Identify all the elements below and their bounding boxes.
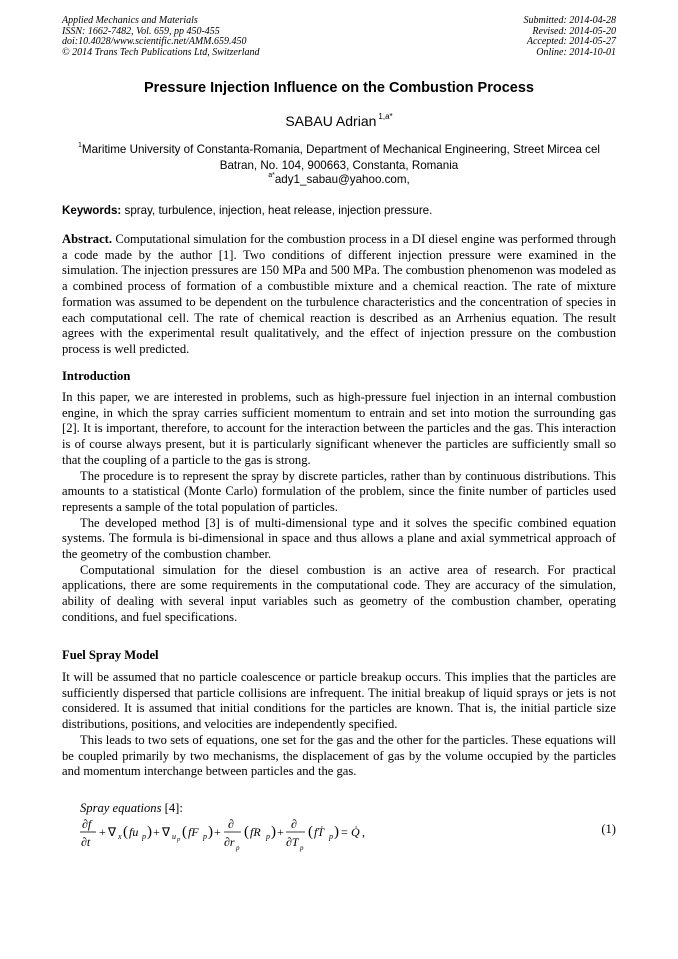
email-sup: a* (268, 172, 275, 179)
eq-num-2: ∂ (228, 817, 234, 831)
journal-copyright: © 2014 Trans Tech Publications Ltd, Switzerland (62, 46, 260, 58)
eq-rp-2: ) (208, 824, 213, 840)
equation-number: (1) (601, 822, 616, 836)
intro-paragraph-1: In this paper, we are interested in problems, such as high-pressure fuel injection in an internal combustion engine, in which the spray carries sufficient momentum to entrain and set into motion the surrounding gas [2]. It is important, therefore, to account for the interaction between the particles and the gas. This interaction is of course always present, but it is particularly significant whenever the particles are sufficiently small so that the coupling of a particle to the gas is strong. (62, 390, 616, 467)
abstract-label: Abstract. (62, 232, 113, 246)
eq-fT: fṪ (314, 825, 325, 839)
spray-ref: [4]: (164, 801, 183, 815)
abstract-paragraph (62, 232, 616, 358)
eq-nabla-u: ∇ (162, 825, 171, 839)
eq-nabla-x: ∇ (108, 825, 117, 839)
abstract-text: Computational simulation for the combustion process in a DI diesel engine was performed through a code made by the author [1]. Two conditions of different injection pressure were examined in the simulation. The injection pressures are 150 MPa and 500 MPa. The combustion phenomenon was modeled as a combined process of formation of a combustible mixture and a chemical reaction. The rate of mixture formation was assumed to be dependent on the turbulence characteristics and the concentration of species in each computational cell. The rate of chemical reaction is described as an Arrhenius equation. The result agrees with the experimental result qualitatively, and the effect of injection pressure on the combustion process is well predicted. (62, 232, 616, 356)
author-name: SABAU Adrian (285, 113, 377, 129)
eq-den-2-sub: p (236, 844, 240, 852)
eq-sub-p-2: p (203, 832, 207, 841)
journal-info (62, 16, 260, 58)
eq-num-3: ∂ (291, 817, 297, 831)
eq-den-3: ∂T (286, 835, 299, 849)
eq-lp-2: ( (182, 824, 187, 840)
email-text: ady1_sabau@yahoo.com, (274, 173, 410, 186)
submitted-date: Submitted: 2014-04-28 (523, 15, 616, 26)
spray-equations-label (80, 801, 183, 816)
journal-name: Applied Mechanics and Materials (62, 15, 198, 26)
keywords (62, 204, 616, 217)
eq-rp-4: ) (334, 824, 339, 840)
eq-rp-1: ) (147, 824, 152, 840)
eq-plus-4: + (277, 825, 284, 839)
introduction-body (62, 390, 616, 626)
eq-fR: fR (250, 825, 261, 839)
fuel-paragraph-2: This leads to two sets of equations, one set for the gas and the other for the particles. These equations will be coupled primarily by two mechanisms, the displacement of gas by the volume occupied by the particles and momentum interchange between particles and the gas. (62, 732, 616, 779)
eq-plus-3: + (214, 825, 221, 839)
eq-num-1: ∂f (82, 817, 92, 831)
eq-den-2: ∂r (224, 835, 235, 849)
eq-lp-4: ( (308, 824, 313, 840)
eq-plus-2: + (153, 825, 160, 839)
section-heading-introduction: Introduction (62, 369, 131, 383)
eq-fF: fF (188, 825, 199, 839)
fuel-spray-body (62, 670, 616, 780)
eq-lp-3: ( (244, 824, 249, 840)
accepted-date: Accepted: 2014-05-27 (526, 36, 616, 48)
eq-sub-up: u (172, 832, 176, 841)
keywords-text: spray, turbulence, injection, heat release, injection pressure. (124, 204, 433, 217)
eq-sub-p-4: p (329, 832, 333, 841)
eq-sub-p-1: p (142, 832, 146, 841)
journal-doi: doi:10.4028/www.scientific.net/AMM.659.450 (62, 36, 247, 48)
keywords-label: Keywords: (62, 204, 122, 217)
author-email (62, 172, 616, 186)
equation-1 (78, 815, 618, 855)
affiliation-sup: 1 (78, 142, 82, 149)
eq-lp-1: ( (123, 824, 128, 840)
eq-sub-x: x (118, 832, 122, 841)
intro-paragraph-4: Computational simulation for the diesel combustion is an active area of research. For practical applications, there are some requirements in the computational code. They are accuracy of the simulation, ability of dealing with several input variables such as geometry of the combustion chamber, operating conditions, and fuel specifications. (62, 562, 616, 624)
author-line (62, 112, 616, 129)
affiliation (62, 138, 616, 173)
submission-dates (524, 16, 617, 58)
eq-equals: = (341, 825, 348, 839)
eq-fu: fu (129, 825, 139, 839)
spray-label-text: Spray equations (80, 801, 162, 815)
journal-issn: ISSN: 1662-7482, Vol. 659, pp 450-455 (62, 25, 220, 37)
eq-den-1: ∂t (81, 835, 91, 849)
intro-paragraph-3: The developed method [3] is of multi-dimensional type and it solves the specific combined equation systems. The formula is bi-dimensional in space and thus allows a plane and axial symmetrical approach of the geometry of the combustion chamber. (62, 515, 616, 562)
eq-sub-up-p: p (177, 837, 180, 843)
online-date: Online: 2014-10-01 (536, 46, 616, 58)
eq-plus-1: + (99, 825, 106, 839)
affiliation-text: Maritime University of Constanta-Romania, Department of Mechanical Engineering, Street Mircea cel Batran, No. 104, 900663, Constanta, Romania (81, 143, 600, 172)
equation-formula (78, 815, 438, 855)
revised-date: Revised: 2014-05-20 (532, 25, 616, 37)
eq-den-3-sub: p (300, 844, 304, 852)
eq-comma: , (362, 825, 365, 839)
abstract (62, 232, 616, 358)
intro-paragraph-2: The procedure is to represent the spray by discrete particles, rather than by continuous distributions. This amounts to a statistical (Monte Carlo) formulation of the problem, since the finite number of particles used represents a sample of the total population of particles. (62, 468, 616, 514)
eq-rp-3: ) (271, 824, 276, 840)
paper-title: Pressure Injection Influence on the Combustion Process (144, 80, 534, 96)
fuel-paragraph-1: It will be assumed that no particle coalescence or particle breakup occurs. This implies that the particles are sufficiently dispersed that particle collisions are infrequent. The initial breakup of liquid sprays or jets is not considered. It is assumed that initial conditions for the particles are known. That is, the initial particle size distributions, positions, and velocities are independently specified. (62, 670, 616, 732)
author-sup: 1,a* (378, 112, 393, 121)
eq-sub-p-3: p (266, 832, 270, 841)
eq-qdot: Q̇ (351, 825, 360, 839)
section-heading-fuel-spray: Fuel Spray Model (62, 648, 159, 662)
